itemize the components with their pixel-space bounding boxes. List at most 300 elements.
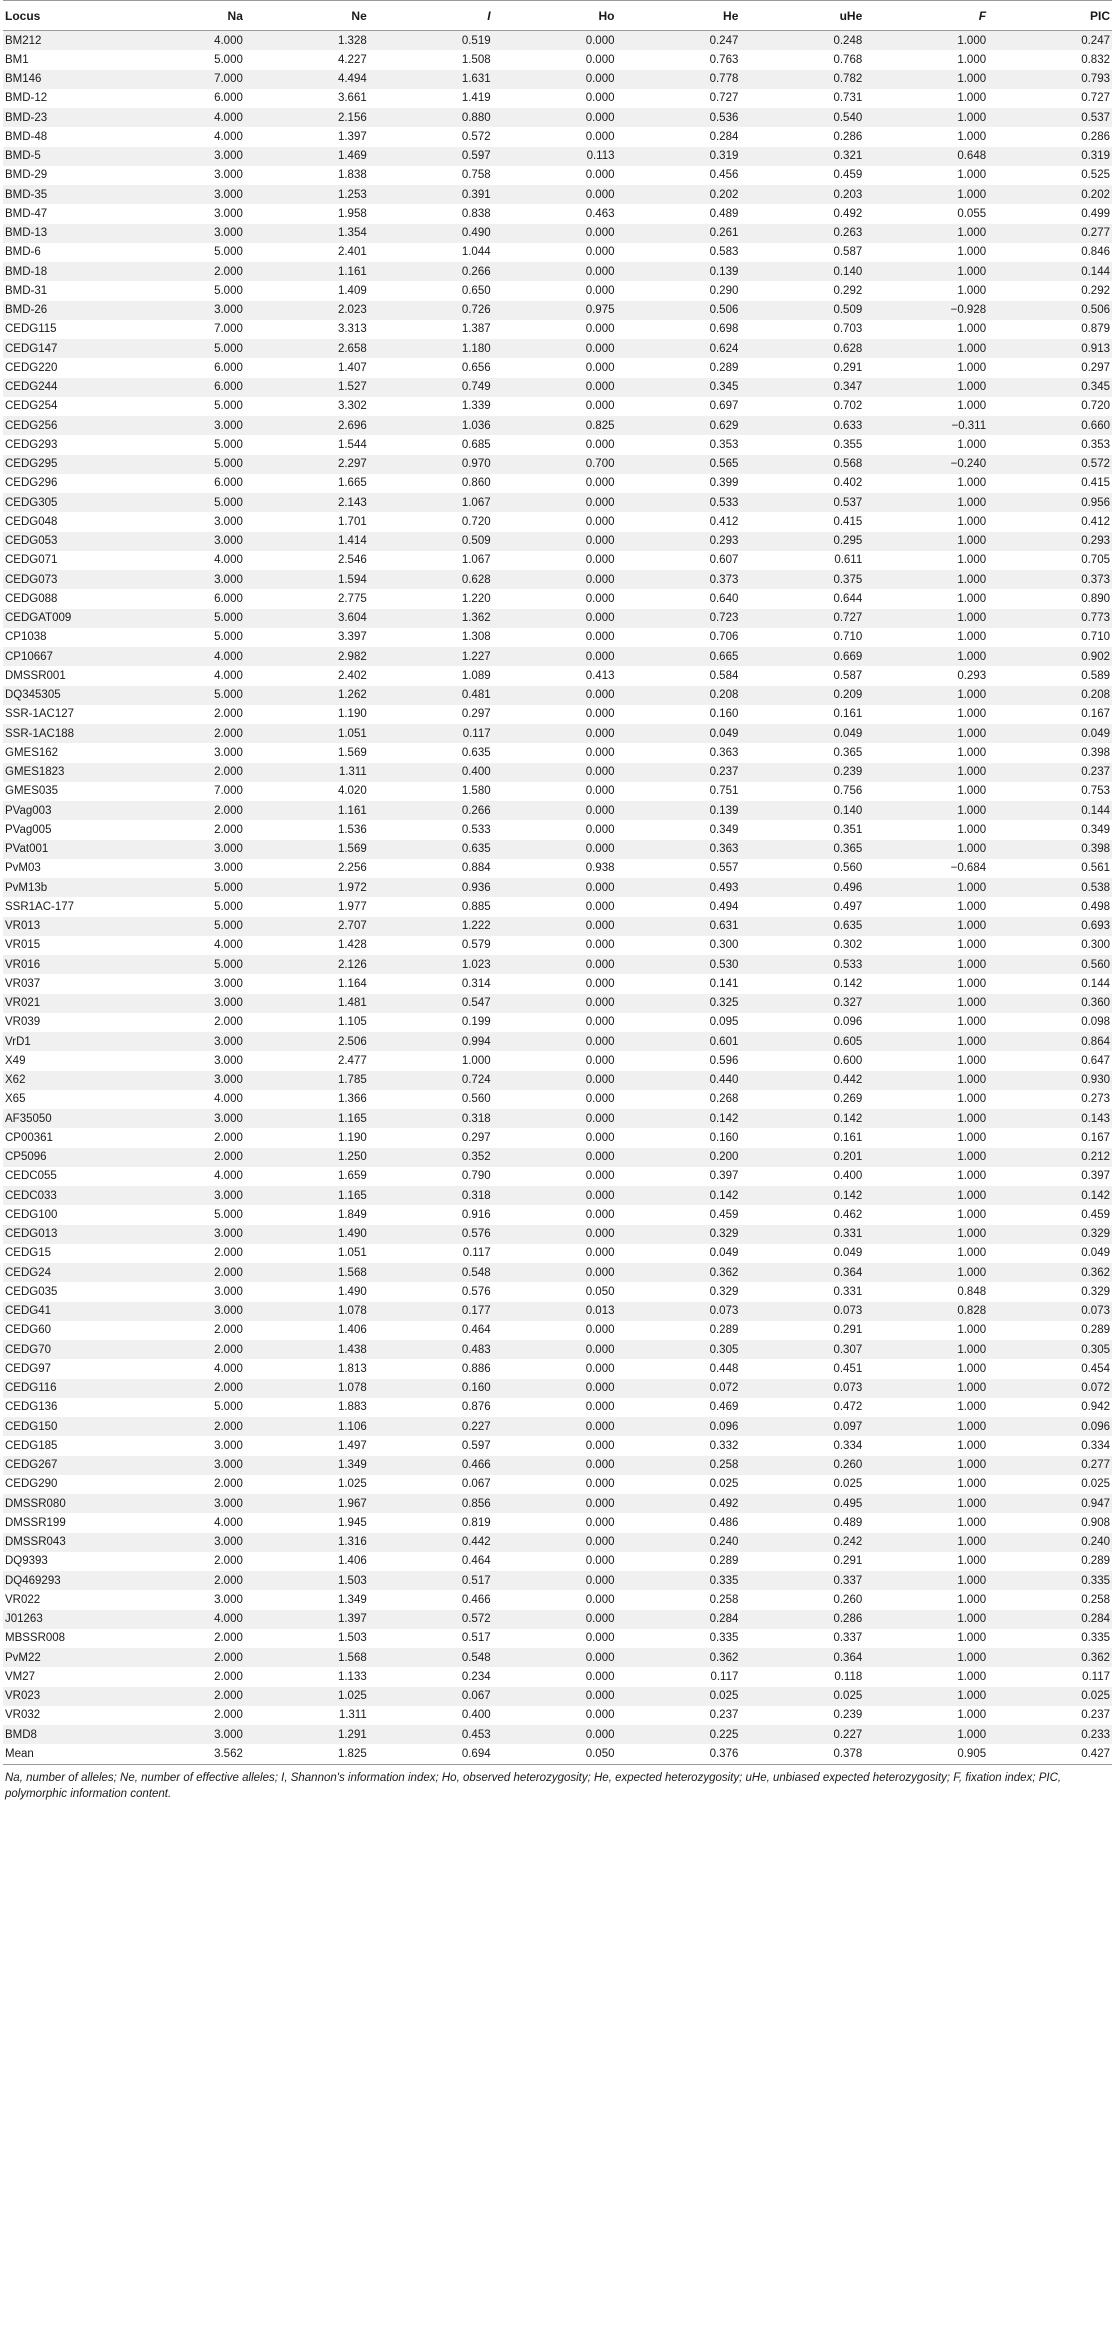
cell-na: 2.000 (121, 1340, 245, 1359)
cell-ne: 1.311 (245, 763, 369, 782)
cell-he: 0.237 (617, 763, 741, 782)
cell-uhe: 0.489 (740, 1513, 864, 1532)
cell-pic: 0.454 (988, 1359, 1112, 1378)
cell-ne: 1.105 (245, 1013, 369, 1032)
table-row (3, 551, 1112, 570)
cell-f: 1.000 (864, 1321, 988, 1340)
table-row (3, 1340, 1112, 1359)
table-row (3, 1629, 1112, 1648)
cell-f: 1.000 (864, 1417, 988, 1436)
cell-pic: 0.240 (988, 1533, 1112, 1552)
cell-uhe: 0.049 (740, 1244, 864, 1263)
cell-uhe: 0.768 (740, 50, 864, 69)
cell-locus: CEDG24 (3, 1263, 121, 1282)
cell-ne: 1.883 (245, 1398, 369, 1417)
cell-f: 1.000 (864, 474, 988, 493)
cell-ne: 1.190 (245, 705, 369, 724)
cell-locus: VR013 (3, 917, 121, 936)
cell-na: 3.000 (121, 1494, 245, 1513)
cell-ne: 4.494 (245, 70, 369, 89)
cell-ne: 1.025 (245, 1475, 369, 1494)
cell-ho: 0.000 (493, 320, 617, 339)
cell-locus: BM1 (3, 50, 121, 69)
cell-na: 3.000 (121, 1282, 245, 1301)
cell-f: 1.000 (864, 1013, 988, 1032)
cell-i: 0.517 (369, 1571, 493, 1590)
cell-he: 0.332 (617, 1436, 741, 1455)
cell-ho: 0.000 (493, 1398, 617, 1417)
cell-pic: 0.832 (988, 50, 1112, 69)
cell-locus: BMD-6 (3, 243, 121, 262)
cell-uhe: 0.560 (740, 859, 864, 878)
cell-ne: 1.250 (245, 1148, 369, 1167)
cell-uhe: 0.497 (740, 897, 864, 916)
cell-uhe: 0.633 (740, 416, 864, 435)
cell-locus: SSR1AC-177 (3, 897, 121, 916)
cell-na: 2.000 (121, 705, 245, 724)
cell-ne: 1.527 (245, 378, 369, 397)
cell-locus: CEDG048 (3, 512, 121, 531)
cell-locus: CEDG293 (3, 435, 121, 454)
cell-i: 1.220 (369, 589, 493, 608)
cell-uhe: 0.142 (740, 1186, 864, 1205)
cell-he: 0.247 (617, 31, 741, 51)
cell-he: 0.160 (617, 705, 741, 724)
cell-uhe: 0.365 (740, 840, 864, 859)
cell-ho: 0.000 (493, 1725, 617, 1744)
table-row (3, 243, 1112, 262)
cell-he: 0.141 (617, 974, 741, 993)
cell-ne: 2.401 (245, 243, 369, 262)
cell-f: 1.000 (864, 1687, 988, 1706)
table-row (3, 50, 1112, 69)
cell-locus: BMD-47 (3, 204, 121, 223)
table-row (3, 609, 1112, 628)
cell-uhe: 0.321 (740, 147, 864, 166)
cell-locus: CEDG136 (3, 1398, 121, 1417)
cell-f: 1.000 (864, 1571, 988, 1590)
cell-locus: BMD8 (3, 1725, 121, 1744)
cell-he: 0.440 (617, 1071, 741, 1090)
cell-uhe: 0.782 (740, 70, 864, 89)
cell-i: 1.089 (369, 666, 493, 685)
cell-ho: 0.000 (493, 89, 617, 108)
cell-he: 0.486 (617, 1513, 741, 1532)
cell-na: 3.000 (121, 859, 245, 878)
cell-f: 1.000 (864, 1263, 988, 1282)
cell-pic: 0.117 (988, 1667, 1112, 1686)
cell-f: 1.000 (864, 570, 988, 589)
cell-ne: 1.406 (245, 1321, 369, 1340)
cell-locus: X49 (3, 1051, 121, 1070)
cell-uhe: 0.365 (740, 743, 864, 762)
table-row (3, 763, 1112, 782)
cell-ne: 2.023 (245, 301, 369, 320)
cell-pic: 0.589 (988, 666, 1112, 685)
cell-na: 6.000 (121, 358, 245, 377)
table-row (3, 378, 1112, 397)
cell-na: 5.000 (121, 917, 245, 936)
cell-locus: CEDG290 (3, 1475, 121, 1494)
cell-locus: CP5096 (3, 1148, 121, 1167)
cell-i: 0.656 (369, 358, 493, 377)
cell-ne: 1.164 (245, 974, 369, 993)
cell-f: 1.000 (864, 435, 988, 454)
cell-ho: 0.000 (493, 50, 617, 69)
cell-ne: 1.428 (245, 936, 369, 955)
cell-he: 0.533 (617, 493, 741, 512)
cell-i: 0.884 (369, 859, 493, 878)
cell-ho: 0.000 (493, 994, 617, 1013)
cell-i: 1.067 (369, 493, 493, 512)
cell-i: 1.580 (369, 782, 493, 801)
table-row (3, 1513, 1112, 1532)
cell-ne: 4.020 (245, 782, 369, 801)
cell-na: 6.000 (121, 89, 245, 108)
cell-pic: 0.286 (988, 127, 1112, 146)
cell-he: 0.049 (617, 724, 741, 743)
cell-ne: 2.143 (245, 493, 369, 512)
cell-he: 0.565 (617, 455, 741, 474)
cell-pic: 0.360 (988, 994, 1112, 1013)
cell-i: 0.234 (369, 1667, 493, 1686)
cell-locus: CEDG220 (3, 358, 121, 377)
cell-i: 0.885 (369, 897, 493, 916)
cell-ne: 1.349 (245, 1456, 369, 1475)
cell-ne: 1.407 (245, 358, 369, 377)
cell-locus: CEDG296 (3, 474, 121, 493)
table-row (3, 339, 1112, 358)
cell-pic: 0.329 (988, 1282, 1112, 1301)
cell-i: 0.519 (369, 31, 493, 51)
cell-locus: CEDG256 (3, 416, 121, 435)
cell-i: 0.297 (369, 1128, 493, 1147)
cell-f: 1.000 (864, 1610, 988, 1629)
cell-he: 0.329 (617, 1282, 741, 1301)
table-row (3, 1109, 1112, 1128)
cell-locus: DMSSR043 (3, 1533, 121, 1552)
cell-i: 0.481 (369, 686, 493, 705)
cell-f: 1.000 (864, 493, 988, 512)
cell-na: 5.000 (121, 397, 245, 416)
cell-locus: CEDG013 (3, 1225, 121, 1244)
cell-he: 0.268 (617, 1090, 741, 1109)
cell-f: 1.000 (864, 1205, 988, 1224)
cell-ho: 0.000 (493, 647, 617, 666)
cell-pic: 0.942 (988, 1398, 1112, 1417)
cell-f: 1.000 (864, 320, 988, 339)
cell-ne: 1.490 (245, 1282, 369, 1301)
cell-pic: 0.398 (988, 743, 1112, 762)
cell-f: 1.000 (864, 628, 988, 647)
cell-ho: 0.000 (493, 1571, 617, 1590)
cell-uhe: 0.400 (740, 1167, 864, 1186)
cell-ho: 0.000 (493, 1513, 617, 1532)
table-row (3, 474, 1112, 493)
cell-locus: SSR-1AC188 (3, 724, 121, 743)
cell-f: 1.000 (864, 1090, 988, 1109)
cell-i: 0.227 (369, 1417, 493, 1436)
cell-locus: PVag003 (3, 801, 121, 820)
cell-uhe: 0.533 (740, 955, 864, 974)
cell-ho: 0.000 (493, 782, 617, 801)
cell-uhe: 0.337 (740, 1571, 864, 1590)
cell-i: 0.509 (369, 532, 493, 551)
cell-ne: 1.262 (245, 686, 369, 705)
cell-ne: 1.503 (245, 1629, 369, 1648)
table-row (3, 1648, 1112, 1667)
cell-uhe: 0.509 (740, 301, 864, 320)
cell-na: 3.000 (121, 1590, 245, 1609)
cell-f: 1.000 (864, 1513, 988, 1532)
cell-pic: 0.305 (988, 1340, 1112, 1359)
cell-ne: 1.503 (245, 1571, 369, 1590)
cell-locus: X65 (3, 1090, 121, 1109)
cell-na: 3.000 (121, 1051, 245, 1070)
cell-na: 3.000 (121, 570, 245, 589)
table-row (3, 974, 1112, 993)
cell-he: 0.362 (617, 1263, 741, 1282)
cell-pic: 0.956 (988, 493, 1112, 512)
cell-pic: 0.647 (988, 1051, 1112, 1070)
cell-f: 0.293 (864, 666, 988, 685)
cell-f: 1.000 (864, 358, 988, 377)
cell-he: 0.237 (617, 1706, 741, 1725)
table-row (3, 166, 1112, 185)
cell-na: 2.000 (121, 801, 245, 820)
table-row (3, 1706, 1112, 1725)
cell-i: 0.572 (369, 1610, 493, 1629)
cell-na: 5.000 (121, 878, 245, 897)
cell-i: 0.635 (369, 743, 493, 762)
cell-i: 0.160 (369, 1379, 493, 1398)
cell-f: 1.000 (864, 1552, 988, 1571)
cell-locus: CEDG073 (3, 570, 121, 589)
cell-i: 1.222 (369, 917, 493, 936)
cell-i: 0.548 (369, 1648, 493, 1667)
cell-f: 1.000 (864, 1398, 988, 1417)
header-ne: Ne (245, 1, 369, 31)
cell-uhe: 0.710 (740, 628, 864, 647)
cell-pic: 0.846 (988, 243, 1112, 262)
cell-uhe: 0.096 (740, 1013, 864, 1032)
cell-na: 3.000 (121, 1533, 245, 1552)
cell-f: 1.000 (864, 878, 988, 897)
cell-ho: 0.000 (493, 262, 617, 281)
cell-i: 0.880 (369, 108, 493, 127)
cell-na: 2.000 (121, 1128, 245, 1147)
cell-ho: 0.000 (493, 801, 617, 820)
cell-f: 1.000 (864, 1725, 988, 1744)
cell-pic: 0.345 (988, 378, 1112, 397)
cell-uhe: 0.492 (740, 204, 864, 223)
table-row (3, 1590, 1112, 1609)
cell-ho: 0.000 (493, 743, 617, 762)
table-row (3, 1071, 1112, 1090)
cell-na: 3.000 (121, 1225, 245, 1244)
cell-ho: 0.000 (493, 185, 617, 204)
cell-ne: 1.409 (245, 281, 369, 300)
cell-he: 0.640 (617, 589, 741, 608)
cell-na: 5.000 (121, 686, 245, 705)
cell-i: 1.308 (369, 628, 493, 647)
cell-pic: 0.890 (988, 589, 1112, 608)
cell-i: 0.726 (369, 301, 493, 320)
cell-na: 3.000 (121, 1071, 245, 1090)
cell-ho: 0.000 (493, 1013, 617, 1032)
cell-ne: 1.497 (245, 1436, 369, 1455)
cell-he: 0.049 (617, 1244, 741, 1263)
cell-ne: 1.972 (245, 878, 369, 897)
cell-he: 0.345 (617, 378, 741, 397)
cell-ne: 1.544 (245, 435, 369, 454)
cell-ne: 4.227 (245, 50, 369, 69)
table-row (3, 1610, 1112, 1629)
table-row (3, 1148, 1112, 1167)
cell-ne: 1.349 (245, 1590, 369, 1609)
cell-he: 0.335 (617, 1629, 741, 1648)
cell-locus: BM212 (3, 31, 121, 51)
cell-he: 0.601 (617, 1032, 741, 1051)
cell-i: 0.916 (369, 1205, 493, 1224)
cell-ho: 0.463 (493, 204, 617, 223)
cell-na: 2.000 (121, 820, 245, 839)
cell-locus: BMD-48 (3, 127, 121, 146)
cell-locus: CEDG088 (3, 589, 121, 608)
cell-locus: DMSSR001 (3, 666, 121, 685)
cell-f: 1.000 (864, 589, 988, 608)
cell-uhe: 0.242 (740, 1533, 864, 1552)
cell-f: 1.000 (864, 1436, 988, 1455)
cell-locus: CEDG97 (3, 1359, 121, 1378)
cell-na: 3.000 (121, 166, 245, 185)
header-he: He (617, 1, 741, 31)
cell-ne: 1.397 (245, 1610, 369, 1629)
cell-pic: 0.362 (988, 1648, 1112, 1667)
cell-na: 2.000 (121, 1148, 245, 1167)
cell-pic: 0.289 (988, 1552, 1112, 1571)
cell-ho: 0.000 (493, 878, 617, 897)
cell-locus: MBSSR008 (3, 1629, 121, 1648)
cell-na: 2.000 (121, 1706, 245, 1725)
cell-na: 2.000 (121, 724, 245, 743)
cell-he: 0.494 (617, 897, 741, 916)
cell-ho: 0.000 (493, 1071, 617, 1090)
cell-uhe: 0.364 (740, 1648, 864, 1667)
cell-ne: 1.051 (245, 724, 369, 743)
cell-pic: 0.335 (988, 1571, 1112, 1590)
cell-na: 2.000 (121, 262, 245, 281)
cell-ho: 0.000 (493, 397, 617, 416)
cell-ne: 2.402 (245, 666, 369, 685)
cell-ho: 0.825 (493, 416, 617, 435)
cell-he: 0.492 (617, 1494, 741, 1513)
table-row (3, 70, 1112, 89)
cell-uhe: 0.568 (740, 455, 864, 474)
cell-ho: 0.000 (493, 378, 617, 397)
cell-f: 1.000 (864, 262, 988, 281)
cell-f: 1.000 (864, 551, 988, 570)
cell-na: 4.000 (121, 108, 245, 127)
cell-he: 0.202 (617, 185, 741, 204)
cell-he: 0.349 (617, 820, 741, 839)
cell-ho: 0.000 (493, 589, 617, 608)
cell-locus: Mean (3, 1744, 121, 1764)
cell-locus: DMSSR199 (3, 1513, 121, 1532)
cell-pic: 0.506 (988, 301, 1112, 320)
cell-ne: 1.945 (245, 1513, 369, 1532)
cell-pic: 0.353 (988, 435, 1112, 454)
cell-ho: 0.000 (493, 1533, 617, 1552)
cell-pic: 0.293 (988, 532, 1112, 551)
table-row (3, 1552, 1112, 1571)
cell-he: 0.258 (617, 1456, 741, 1475)
cell-pic: 0.349 (988, 820, 1112, 839)
cell-ho: 0.000 (493, 1436, 617, 1455)
table-row (3, 224, 1112, 243)
cell-pic: 0.096 (988, 1417, 1112, 1436)
cell-uhe: 0.203 (740, 185, 864, 204)
cell-pic: 0.710 (988, 628, 1112, 647)
cell-f: 1.000 (864, 1244, 988, 1263)
cell-f: 1.000 (864, 763, 988, 782)
cell-i: 0.790 (369, 1167, 493, 1186)
cell-na: 5.000 (121, 339, 245, 358)
cell-f: 1.000 (864, 1071, 988, 1090)
cell-na: 4.000 (121, 31, 245, 51)
cell-na: 4.000 (121, 1167, 245, 1186)
cell-ne: 1.165 (245, 1186, 369, 1205)
cell-ne: 2.707 (245, 917, 369, 936)
cell-pic: 0.499 (988, 204, 1112, 223)
cell-pic: 0.049 (988, 724, 1112, 743)
cell-ho: 0.000 (493, 358, 617, 377)
cell-na: 4.000 (121, 1359, 245, 1378)
cell-uhe: 0.269 (740, 1090, 864, 1109)
table-footnote: Na, number of alleles; Ne, number of effective alleles; I, Shannon's information index; Ho, observed heterozygosity; He, expected heterozygosity; uHe, unbiased expected heterozygosity; F, fixation index; PIC, polymorphic information content. (5, 1771, 1062, 1800)
cell-uhe: 0.307 (740, 1340, 864, 1359)
cell-na: 3.000 (121, 1725, 245, 1744)
cell-pic: 0.289 (988, 1321, 1112, 1340)
cell-f: 1.000 (864, 127, 988, 146)
cell-na: 3.000 (121, 147, 245, 166)
cell-na: 2.000 (121, 763, 245, 782)
cell-ho: 0.700 (493, 455, 617, 474)
cell-i: 1.227 (369, 647, 493, 666)
cell-he: 0.723 (617, 609, 741, 628)
cell-ho: 0.000 (493, 474, 617, 493)
table-row (3, 1379, 1112, 1398)
cell-f: −0.311 (864, 416, 988, 435)
table-row (3, 493, 1112, 512)
cell-he: 0.665 (617, 647, 741, 666)
cell-locus: DQ9393 (3, 1552, 121, 1571)
cell-ho: 0.000 (493, 1340, 617, 1359)
table-row (3, 589, 1112, 608)
cell-ho: 0.000 (493, 532, 617, 551)
cell-ne: 1.569 (245, 743, 369, 762)
cell-f: 1.000 (864, 89, 988, 108)
table-header (3, 1, 1112, 31)
cell-i: 0.533 (369, 820, 493, 839)
cell-na: 5.000 (121, 493, 245, 512)
cell-f: 1.000 (864, 532, 988, 551)
cell-i: 0.466 (369, 1590, 493, 1609)
cell-na: 5.000 (121, 955, 245, 974)
cell-pic: 0.072 (988, 1379, 1112, 1398)
cell-uhe: 0.727 (740, 609, 864, 628)
cell-locus: CEDG70 (3, 1340, 121, 1359)
